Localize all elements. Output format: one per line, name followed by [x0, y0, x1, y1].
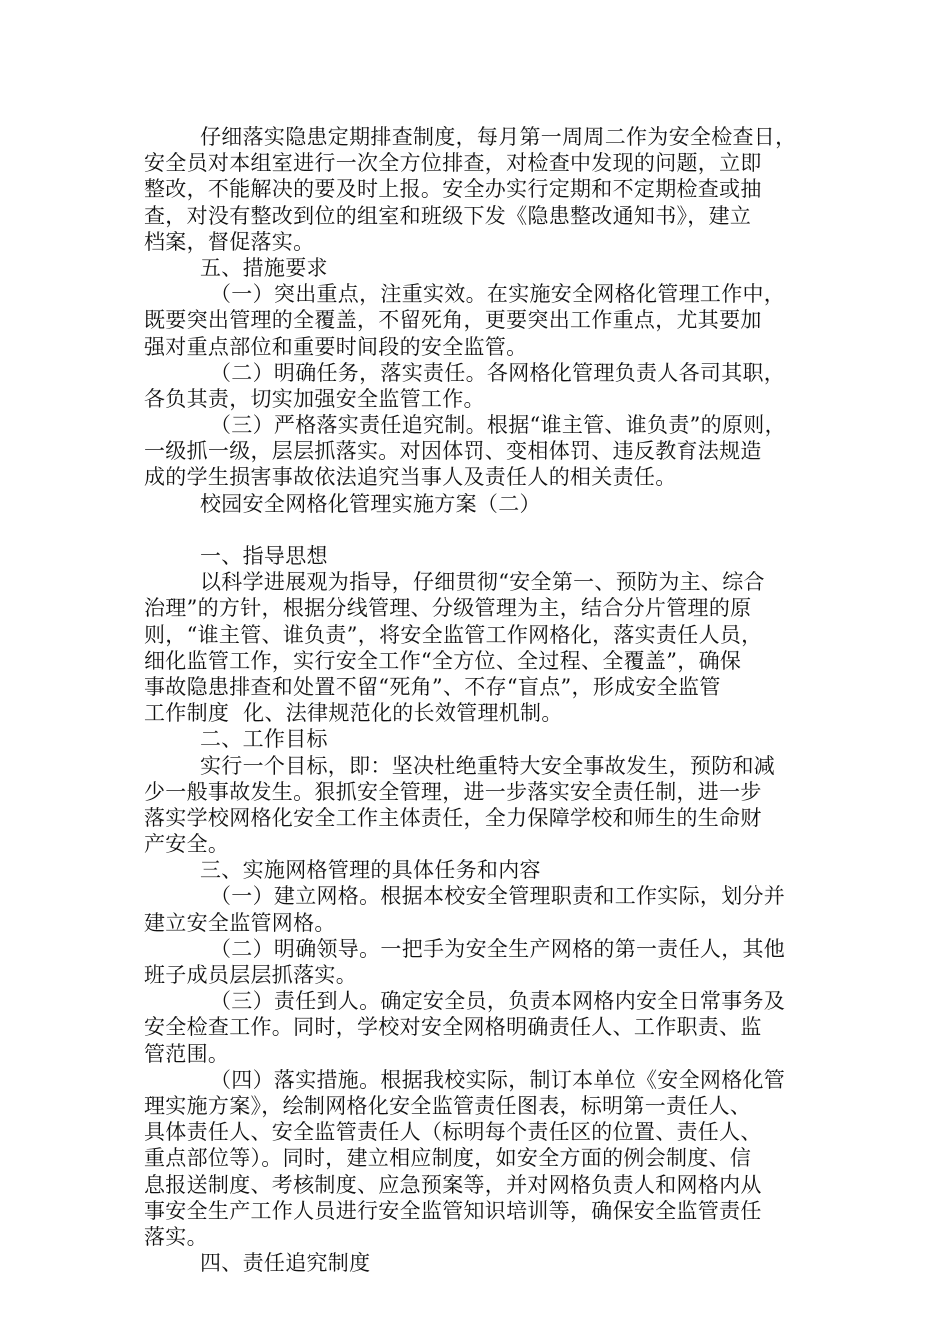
text-line: 细化监管工作，实行安全工作“全方位、全过程、全覆盖”，确保: [144, 648, 742, 673]
text-line: 整改，不能解决的要及时上报。安全办实行定期和不定期检查或抽: [144, 177, 762, 202]
text-line: 既要突出管理的全覆盖，不留死角，更要突出工作重点，尤其要加: [144, 308, 762, 333]
text-line: （三）责任到人。确定安全员，负责本网格内安全日常事务及: [210, 989, 786, 1014]
text-line: 一级抓一级，层层抓落实。对因体罚、变相体罚、违反教育法规造: [144, 439, 762, 464]
text-line: 产安全。: [144, 832, 230, 857]
text-line: 理实施方案》，绘制网格化安全监管责任图表，标明第一责任人、: [144, 1093, 752, 1118]
text-line: 安全检查工作。同时，学校对安全网格明确责任人、工作职责、监: [144, 1015, 762, 1040]
text-line: 事故隐患排查和处置不留“死角”、不存“盲点”，形成安全监管: [144, 674, 721, 699]
text-line: 成的学生损害事故依法追究当事人及责任人的相关责任。: [144, 465, 677, 490]
text-line: 少一般事故发生。狠抓安全管理，进一步落实安全责任制，进一步: [144, 779, 762, 804]
text-line: 工作制度 化、法律规范化的长效管理机制。: [144, 701, 563, 726]
text-line: 落实学校网格化安全工作主体责任，全力保障学校和师生的生命财: [144, 805, 762, 830]
text-line: 四、责任追究制度: [200, 1251, 371, 1276]
text-line: 事安全生产工作人员进行安全监管知识培训等，确保安全监管责任: [144, 1198, 762, 1223]
text-line: 则，“谁主管、谁负责”，将安全监管工作网格化，落实责任人员，: [144, 622, 763, 647]
text-line: 查，对没有整改到位的组室和班级下发《隐患整改通知书》，建立: [144, 203, 752, 228]
text-line: 强对重点部位和重要时间段的安全监管。: [144, 334, 528, 359]
text-line: 具体责任人、安全监管责任人（标明每个责任区的位置、责任人、: [144, 1120, 762, 1145]
text-line: 五、措施要求: [200, 255, 328, 280]
text-line: 治理”的方针，根据分线管理、分级管理为主，结合分片管理的原: [144, 596, 752, 621]
text-line: （三）严格落实责任追究制。根据“谁主管、谁负责”的原则，: [210, 413, 786, 438]
text-line: 建立安全监管网格。: [144, 910, 336, 935]
text-line: （一）突出重点，注重实效。在实施安全网格化管理工作中，: [210, 282, 786, 307]
text-line: （四）落实措施。根据我校实际，制订本单位《安全网格化管: [210, 1067, 786, 1092]
document-body: [144, 124, 809, 1276]
text-line: （一）建立网格。根据本校安全管理职责和工作实际，划分并: [210, 884, 786, 909]
text-line: 二、工作目标: [200, 727, 328, 752]
text-line: （二）明确任务，落实责任。各网格化管理负责人各司其职，: [210, 360, 786, 385]
text-line: 管范围。: [144, 1041, 230, 1066]
text-line: （二）明确领导。一把手为安全生产网格的第一责任人，其他: [210, 936, 786, 961]
text-line: 安全员对本组室进行一次全方位排查，对检查中发现的问题，立即: [144, 151, 762, 176]
text-line: 重点部位等）。同时，建立相应制度，如安全方面的例会制度、信: [144, 1146, 752, 1171]
text-line: 息报送制度、考核制度、应急预案等，并对网格负责人和网格内从: [144, 1172, 762, 1197]
text-line: 一、指导思想: [200, 544, 328, 568]
text-line: 落实。: [144, 1224, 208, 1249]
text-line: 仔细落实隐患定期排查制度，每月第一周周二作为安全检查日，: [200, 125, 797, 149]
text-line: 三、实施网格管理的具体任务和内容: [200, 858, 541, 883]
text-line: 班子成员层层抓落实。: [144, 963, 357, 987]
text-line: [144, 517, 809, 543]
text-line: 校园安全网格化管理实施方案（二）: [200, 491, 541, 516]
text-line: 实行一个目标，即：坚决杜绝重特大安全事故发生，预防和减: [200, 753, 776, 778]
text-line: 各负其责，切实加强安全监管工作。: [144, 386, 485, 411]
text-line: 以科学进展观为指导，仔细贯彻“安全第一、预防为主、综合: [200, 570, 765, 595]
text-line: 档案，督促落实。: [144, 229, 315, 254]
